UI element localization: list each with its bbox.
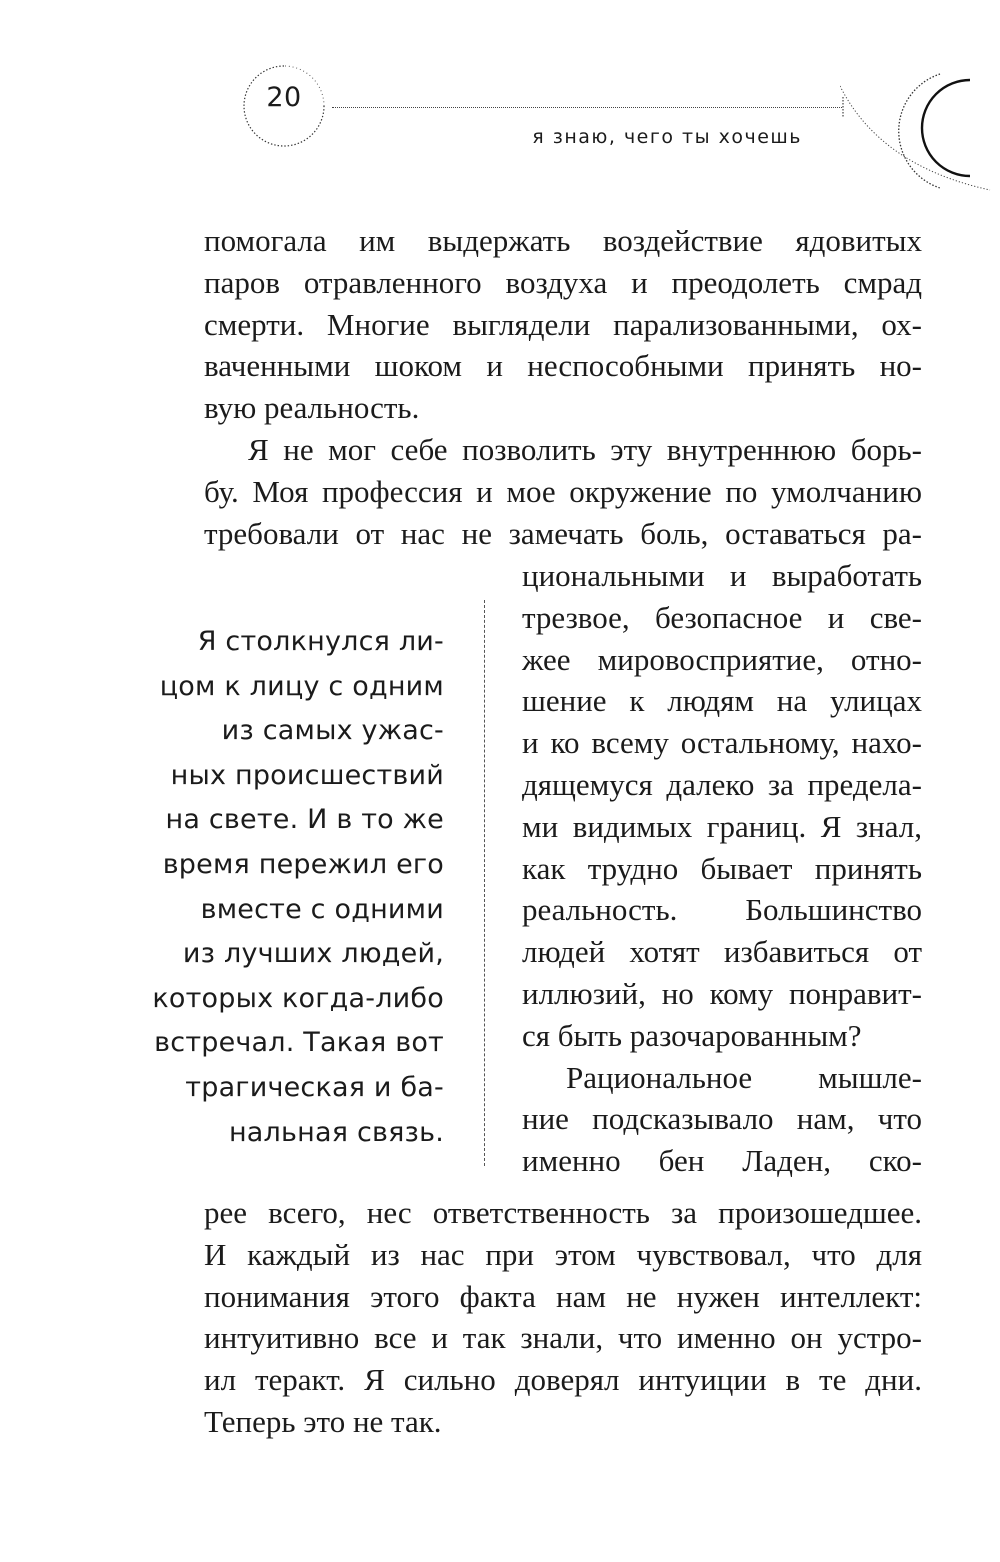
pull-quote	[120, 620, 444, 1155]
body-line: ми видимых границ. Я знал,	[522, 808, 922, 844]
body-line: циональными и выработать	[522, 558, 922, 593]
pull-quote-line: вместе с одними	[200, 893, 444, 925]
body-line: реальность. Большинство	[522, 892, 922, 928]
header-rule	[332, 107, 842, 108]
pull-quote-line: цом к лицу с одним	[159, 670, 444, 702]
pull-quote-line: ных происшествий	[170, 759, 444, 791]
body-line: И каждый из нас при этом чувствовал, что для	[204, 1236, 922, 1272]
body-line: и ко всему остальному, нахо-	[522, 725, 922, 761]
body-line: вую реальность.	[204, 390, 420, 426]
body-line: помогала им выдержать воздействие ядовитых	[204, 223, 922, 258]
pull-quote-line: время пережил его	[162, 848, 444, 880]
body-line: людей хотят избавиться от	[522, 934, 922, 970]
body-line: иллюзий, но кому понравит-	[522, 975, 922, 1011]
body-line: паров отравленного воздуха и преодолеть смрад	[204, 264, 922, 300]
running-title: я знаю, чего ты хочешь	[532, 126, 802, 148]
body-line: дящемуся далеко за предела-	[522, 766, 922, 802]
pull-quote-line: на свете. И в то же	[165, 804, 444, 836]
body-line: рее всего, нес ответственность за произошедшее.	[204, 1195, 922, 1230]
body-line: трезвое, безопасное и све-	[522, 599, 922, 635]
body-line: смерти. Многие выглядели парализованными, ох-	[204, 306, 922, 342]
corner-ornament	[840, 66, 1000, 196]
pull-quote-line: трагическая и ба-	[185, 1071, 444, 1103]
body-line: ние подсказывало нам, что	[522, 1101, 922, 1137]
body-line: жее мировосприятие, отно-	[522, 641, 922, 677]
body-line: ил теракт. Я сильно доверял интуиции в те дни.	[204, 1362, 922, 1398]
page-number: 20	[266, 82, 302, 113]
body-line: Я не мог себе позволить эту внутреннюю борь-	[248, 431, 922, 467]
body-line: понимания этого факта нам не нужен интеллект:	[204, 1278, 922, 1314]
body-line: как трудно бывает принять	[522, 850, 922, 886]
body-line: именно бен Ладен, ско-	[522, 1143, 922, 1179]
body-text-right-column	[522, 555, 922, 1182]
body-line: шение к людям на улицах	[522, 683, 922, 719]
pull-quote-line: которых когда-либо	[152, 982, 444, 1014]
body-text-bottom	[204, 1192, 922, 1443]
body-line: ваченными шоком и неспособными принять но-	[204, 348, 922, 384]
pull-quote-divider	[484, 600, 485, 1166]
body-text-top	[204, 220, 922, 554]
pull-quote-line: из лучших людей,	[182, 938, 444, 970]
pull-quote-line: нальная связь.	[228, 1116, 444, 1148]
pull-quote-line: из самых ужас-	[221, 715, 444, 747]
body-line: интуитивно все и так знали, что именно он устро-	[204, 1320, 922, 1356]
body-line: требовали от нас не замечать боль, оставаться ра-	[204, 515, 922, 551]
pull-quote-line: встречал. Такая вот	[154, 1027, 444, 1059]
body-line: бу. Моя профессия и мое окружение по умолчанию	[204, 473, 922, 509]
pull-quote-line: Я столкнулся ли-	[197, 626, 444, 657]
body-line: ся быть разочарованным?	[522, 1017, 862, 1053]
body-line: Рациональное мышле-	[566, 1059, 922, 1095]
body-line: Теперь это не так.	[204, 1403, 442, 1439]
